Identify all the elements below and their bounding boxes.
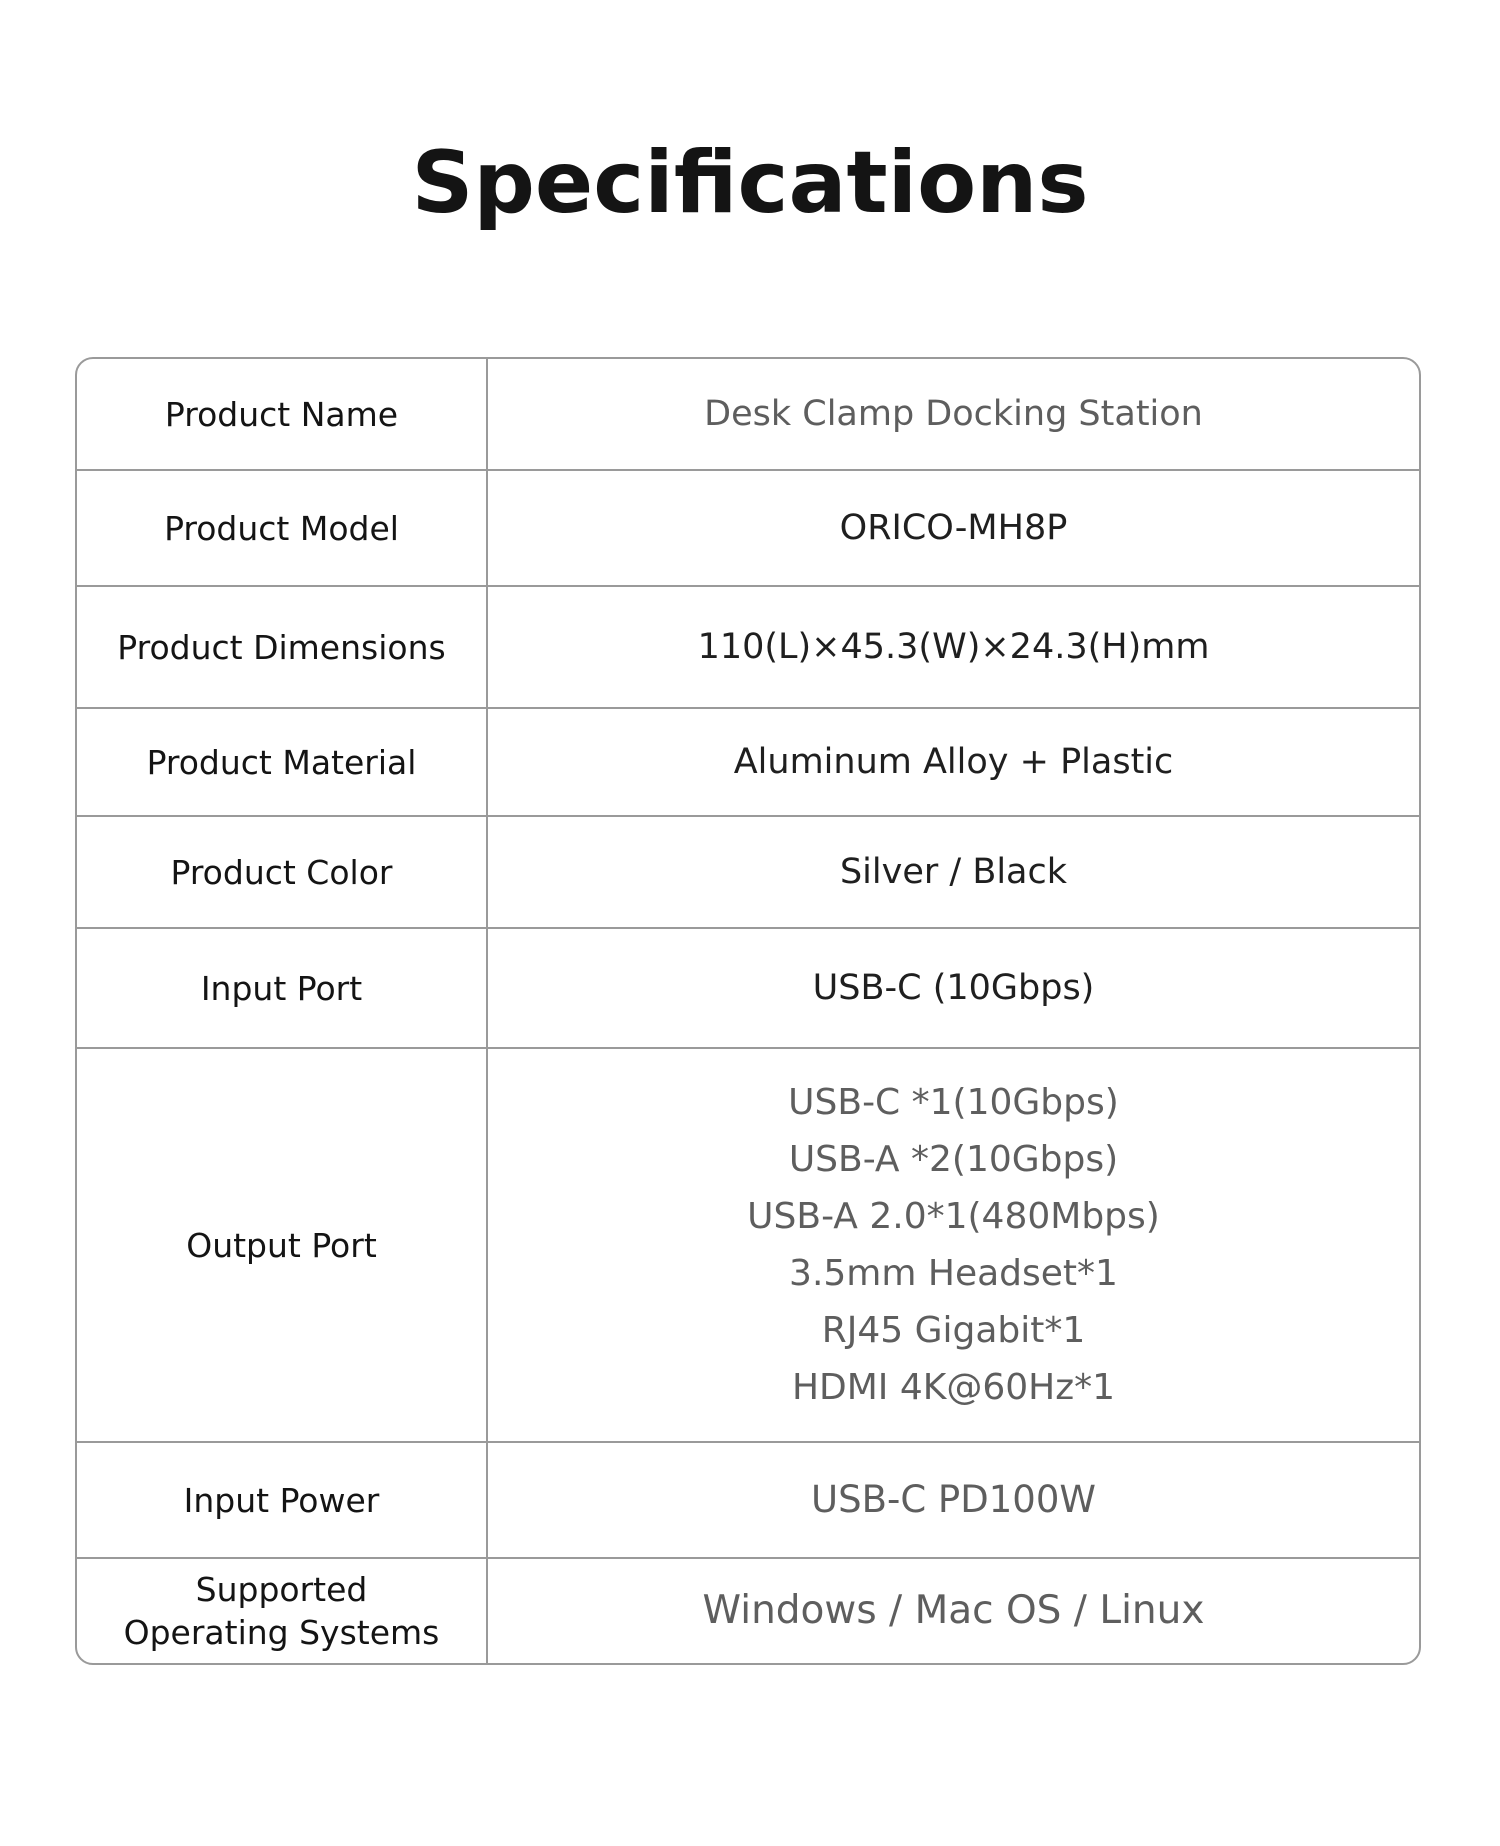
spec-label: Input Port [77,929,488,1047]
spec-value: Silver / Black [839,852,1068,892]
output-port-list [747,1074,1160,1416]
spec-row-product-dimensions [77,587,1419,709]
spec-row-product-color [77,817,1419,929]
spec-row-product-name [77,359,1419,471]
spec-label: Product Material [77,709,488,815]
output-port-item: USB-A 2.0*1(480Mbps) [747,1196,1160,1237]
spec-row-input-power [77,1443,1419,1559]
spec-label-line: Supported [195,1570,368,1609]
specifications-table [75,357,1421,1665]
spec-label: Product Name [77,359,488,469]
spec-row-output-port [77,1049,1419,1443]
spec-label: Output Port [77,1049,488,1441]
output-port-item: USB-C *1(10Gbps) [788,1082,1119,1123]
spec-value [488,1049,1419,1441]
spec-label: Product Model [77,471,488,585]
spec-value: Windows / Mac OS / Linux [702,1588,1205,1633]
spec-value: 110(L)×45.3(W)×24.3(H)mm [697,627,1210,667]
spec-label: Product Color [77,817,488,927]
spec-value: USB-C PD100W [811,1478,1096,1521]
output-port-item: USB-A *2(10Gbps) [788,1139,1119,1180]
output-port-item: RJ45 Gigabit*1 [821,1310,1086,1351]
spec-value: USB-C (10Gbps) [812,968,1095,1008]
spec-label: Product Dimensions [77,587,488,707]
page-title: Specifications [411,133,1089,233]
spec-label: Input Power [77,1443,488,1557]
spec-value: ORICO-MH8P [839,508,1068,548]
output-port-item: HDMI 4K@60Hz*1 [791,1367,1116,1408]
spec-row-product-model [77,471,1419,587]
output-port-item: 3.5mm Headset*1 [789,1253,1118,1294]
spec-value: Aluminum Alloy + Plastic [733,742,1174,782]
spec-row-product-material [77,709,1419,817]
spec-row-supported-os [77,1559,1419,1663]
spec-value: Desk Clamp Docking Station [704,394,1203,434]
spec-label-line: Operating Systems [123,1613,440,1652]
spec-row-input-port [77,929,1419,1049]
spec-label [77,1559,488,1663]
